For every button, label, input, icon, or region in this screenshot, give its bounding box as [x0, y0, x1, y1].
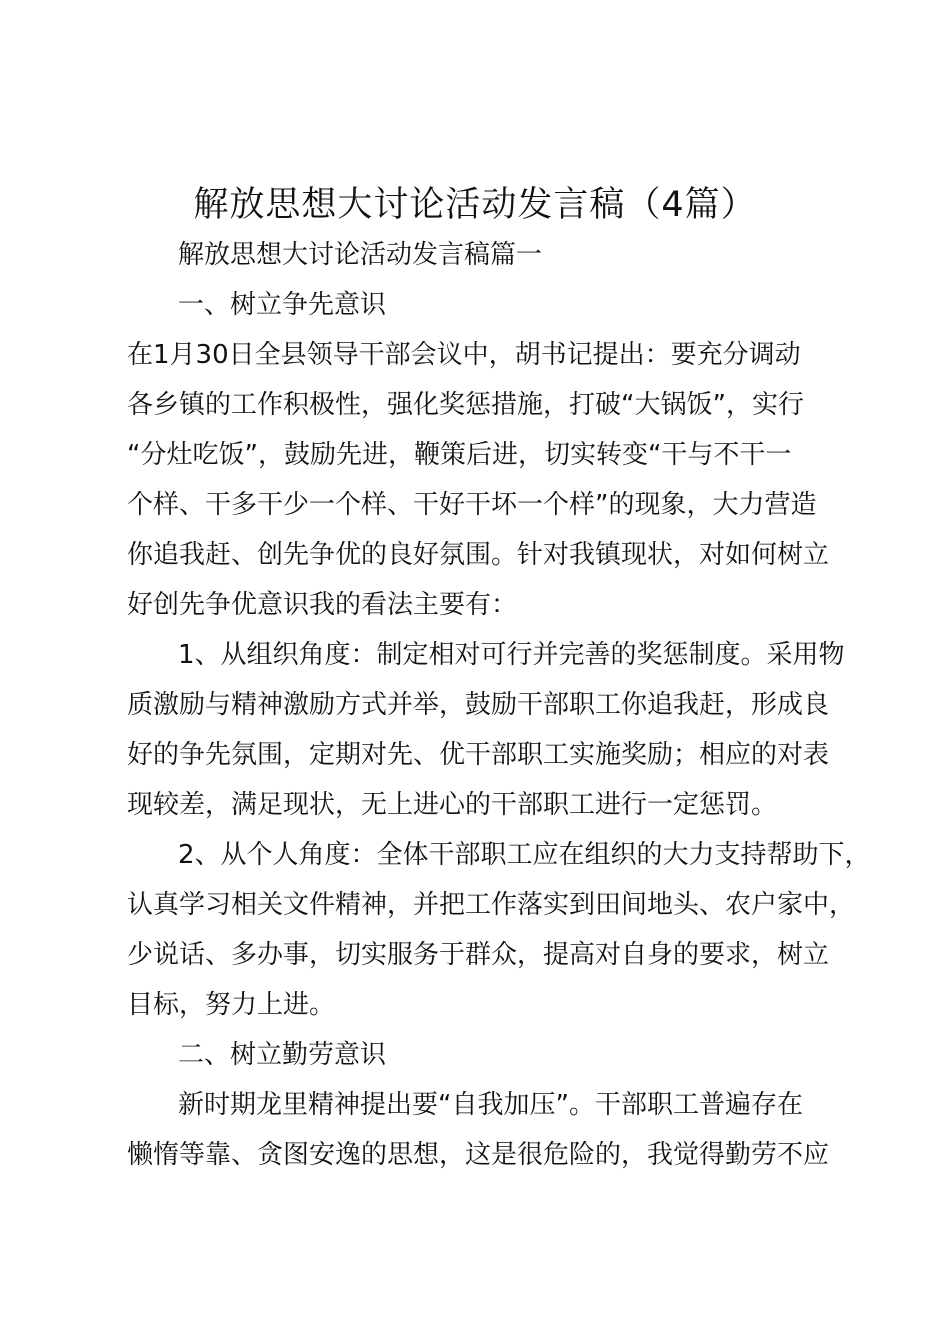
- section-subtitle: 解放思想大讨论活动发言稿篇一: [178, 240, 543, 270]
- paragraph-line: 现较差，满足现状，无上进心的干部职工进行一定惩罚。: [127, 790, 778, 820]
- paragraph-line: 2、从个人角度：全体干部职工应在组织的大力支持帮助下，: [178, 840, 871, 870]
- paragraph-line: 目标，努力上进。: [127, 990, 336, 1020]
- paragraph-line: 1、从组织角度：制定相对可行并完善的奖惩制度。采用物: [178, 640, 845, 670]
- paragraph-line: 在1月30日全县领导干部会议中，胡书记提出：要充分调动: [127, 340, 801, 370]
- paragraph-line: 好的争先氛围，定期对先、优干部职工实施奖励；相应的对表: [127, 740, 830, 770]
- paragraph-line: 好创先争优意识我的看法主要有：: [127, 590, 518, 620]
- section-heading-1: 一、树立争先意识: [178, 290, 387, 320]
- paragraph-line: “分灶吃饭”，鼓励先进，鞭策后进，切实转变“干与不干一: [127, 440, 792, 470]
- paragraph-line: 新时期龙里精神提出要“自我加压”。干部职工普遍存在: [178, 1090, 803, 1120]
- paragraph-line: 你追我赶、创先争优的良好氛围。针对我镇现状，对如何树立: [127, 540, 830, 570]
- paragraph-line: 质激励与精神激励方式并举，鼓励干部职工你追我赶，形成良: [127, 690, 830, 720]
- paragraph-line: 少说话、多办事，切实服务于群众，提高对自身的要求，树立: [127, 940, 830, 970]
- section-heading-2: 二、树立勤劳意识: [178, 1040, 387, 1070]
- paragraph-line: 懒惰等靠、贪图安逸的思想，这是很危险的，我觉得勤劳不应: [127, 1140, 830, 1170]
- paragraph-line: 各乡镇的工作积极性，强化奖惩措施，打破“大锅饭”，实行: [127, 390, 804, 420]
- document-title: 解放思想大讨论活动发言稿（4篇）: [193, 185, 757, 225]
- paragraph-line: 个样、干多干少一个样、干好干坏一个样”的现象，大力营造: [127, 490, 817, 520]
- paragraph-line: 认真学习相关文件精神，并把工作落实到田间地头、农户家中，: [127, 890, 856, 920]
